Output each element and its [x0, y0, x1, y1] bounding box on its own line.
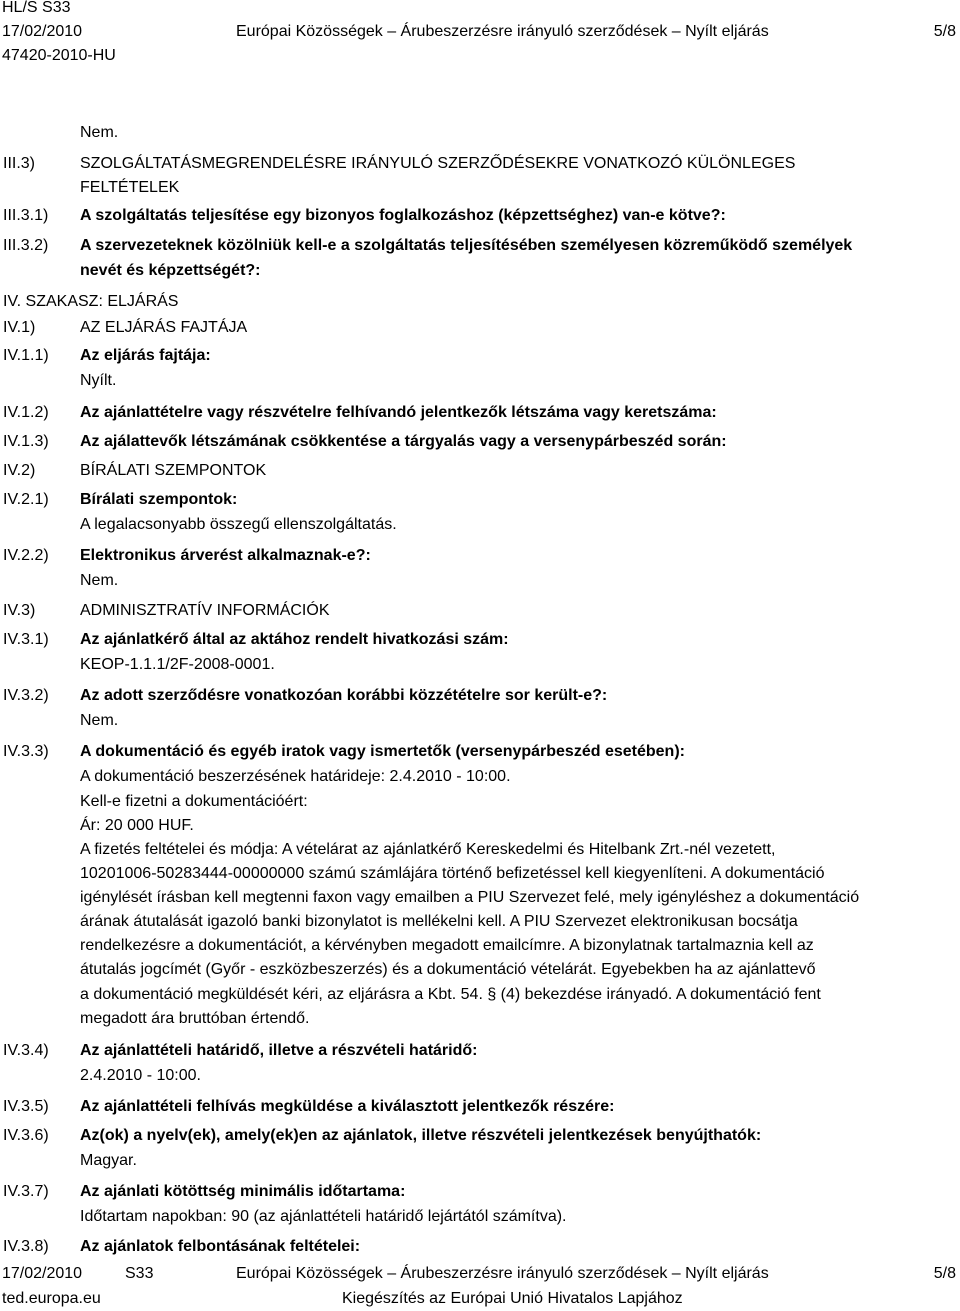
- payment-terms-line: igénylését írásban kell megtenni faxon vagy emailben a PIU Szervezet felé, mely igényléshez a dokumentáció: [80, 889, 860, 906]
- section-number: IV.3.7): [3, 1183, 49, 1200]
- section-question: A szolgáltatás teljesítése egy bizonyos foglalkozáshoz (képzettséghez) van-e kötve?:: [80, 207, 726, 224]
- footer-publication: Kiegészítés az Európai Unió Hivatalos Lapjához: [342, 1290, 683, 1307]
- payment-terms-line: árának átutalását igazoló banki bizonylatot is mellékelni kell. A PIU Szervezet elektronikusan bocsátja: [80, 913, 798, 930]
- footer-date: 17/02/2010: [2, 1265, 83, 1282]
- section-number: IV.2.1): [3, 491, 49, 508]
- section-answer: A legalacsonyabb összegű ellenszolgáltatás.: [80, 516, 397, 533]
- doc-deadline: A dokumentáció beszerzésének határideje: 2.4.2010 - 10:00.: [80, 768, 511, 785]
- section-answer: Nem.: [80, 712, 119, 729]
- section-number: IV.3.4): [3, 1042, 49, 1059]
- section-question: Az ajánlatok felbontásának feltételei:: [80, 1238, 361, 1255]
- footer-title: Európai Közösségek – Árubeszerzésre irányuló szerződések – Nyílt eljárás: [236, 1265, 769, 1282]
- section-question-cont: nevét és képzettségét?:: [80, 262, 261, 279]
- payment-terms-line: a dokumentáció megküldését kéri, az eljárásra a Kbt. 54. § (4) bekezdése irányadó. A dokumentáció fent: [80, 986, 821, 1003]
- section-number: IV.2): [3, 462, 36, 479]
- section-number: IV.3.2): [3, 687, 49, 704]
- payment-terms-line: 10201006-50283444-00000000 számú számlájára történő befizetéssel kell kiegyenlíteni. A dokumentáció: [80, 865, 825, 882]
- section-number: IV.3.8): [3, 1238, 49, 1255]
- doc-price: Ár: 20 000 HUF.: [80, 817, 194, 834]
- header-page-number: 5/8: [933, 23, 956, 40]
- section-question: Az ajánlattételi határidő, illetve a részvételi határidő:: [80, 1042, 478, 1059]
- section-question: Az(ok) a nyelv(ek), amely(ek)en az ajánlatok, illetve részvételi jelentkezések benyújthatók:: [80, 1127, 762, 1144]
- header-notice-id: 47420-2010-HU: [2, 47, 116, 64]
- section-number: IV.3.3): [3, 743, 49, 760]
- section-number: III.3.1): [3, 207, 49, 224]
- section-number: IV.2.2): [3, 547, 49, 564]
- section-question: Az ajánlati kötöttség minimális időtartama:: [80, 1183, 406, 1200]
- section-answer: Magyar.: [80, 1152, 137, 1169]
- section-question: Az ajálattevők létszámának csökkentése a tárgyalás vagy a versenypárbeszéd során:: [80, 433, 727, 450]
- section-question: Az eljárás fajtája:: [80, 347, 211, 364]
- doc-payment-question: Kell-e fizetni a dokumentációért:: [80, 793, 308, 810]
- section-question: Az ajánlattételre vagy részvételre felhívandó jelentkezők létszáma vagy keretszáma:: [80, 404, 717, 421]
- section-answer: 2.4.2010 - 10:00.: [80, 1067, 201, 1084]
- section-title: SZOLGÁLTATÁSMEGRENDELÉSRE IRÁNYULÓ SZERZŐDÉSEKRE VONATKOZÓ KÜLÖNLEGES: [80, 155, 796, 172]
- payment-terms-line: átutalás jogcímét (Győr - eszközbeszerzés) és a dokumentáció vételárát. Egyebekben ha az ajánlattevő: [80, 961, 816, 978]
- section-answer: Időtartam napokban: 90 (az ajánlattételi határidő lejártától számítva).: [80, 1208, 567, 1225]
- section-number: III.3.2): [3, 237, 49, 254]
- section-number: IV.1): [3, 319, 36, 336]
- section-number: IV.1.2): [3, 404, 49, 421]
- section-title-cont: FELTÉTELEK: [80, 179, 180, 196]
- section-number: IV.3.1): [3, 631, 49, 648]
- section-answer: Nem.: [80, 572, 119, 589]
- section-question: Az ajánlattételi felhívás megküldése a kiválasztott jelentkezők részére:: [80, 1098, 615, 1115]
- section-question: Elektronikus árverést alkalmaznak-e?:: [80, 547, 371, 564]
- section-question: Bírálati szempontok:: [80, 491, 238, 508]
- section-question: Az ajánlatkérő által az aktához rendelt hivatkozási szám:: [80, 631, 509, 648]
- section-question: Az adott szerződésre vonatkozóan korábbi közzétételre sor került-e?:: [80, 687, 608, 704]
- footer-series: S33: [125, 1265, 154, 1282]
- header-title: Európai Közösségek – Árubeszerzésre irányuló szerződések – Nyílt eljárás: [236, 23, 769, 40]
- section-number: IV.3): [3, 602, 36, 619]
- part-title: IV. SZAKASZ: ELJÁRÁS: [3, 293, 179, 310]
- section-number: IV.3.5): [3, 1098, 49, 1115]
- section-answer: KEOP-1.1.1/2F-2008-0001.: [80, 656, 275, 673]
- section-title: BÍRÁLATI SZEMPONTOK: [80, 462, 267, 479]
- header-doc-code: HL/S S33: [2, 0, 71, 16]
- section-number: IV.1.1): [3, 347, 49, 364]
- top-value: Nem.: [80, 124, 119, 141]
- footer-website-link[interactable]: ted.europa.eu: [2, 1290, 101, 1307]
- payment-terms-line: megadott ára bruttóban értendő.: [80, 1010, 310, 1027]
- section-number: IV.3.6): [3, 1127, 49, 1144]
- payment-terms-line: rendelkezésre a dokumentációt, a kérvényben megadott emailcímre. A bizonylatnak tartalmaznia kell az: [80, 937, 814, 954]
- section-title: ADMINISZTRATÍV INFORMÁCIÓK: [80, 602, 330, 619]
- section-answer: Nyílt.: [80, 372, 117, 389]
- section-number: IV.1.3): [3, 433, 49, 450]
- section-title: AZ ELJÁRÁS FAJTÁJA: [80, 319, 248, 336]
- section-question: A szervezeteknek közölniük kell-e a szolgáltatás teljesítésében személyesen közreműködő személyek: [80, 237, 853, 254]
- footer-page-number: 5/8: [933, 1265, 956, 1282]
- section-question: A dokumentáció és egyéb iratok vagy ismertetők (versenypárbeszéd esetében):: [80, 743, 685, 760]
- payment-terms-line: A fizetés feltételei és módja: A vételárat az ajánlatkérő Kereskedelmi és Hitelbank Zrt.-nél vezetett,: [80, 841, 776, 858]
- section-number: III.3): [3, 155, 36, 172]
- header-date: 17/02/2010: [2, 23, 83, 40]
